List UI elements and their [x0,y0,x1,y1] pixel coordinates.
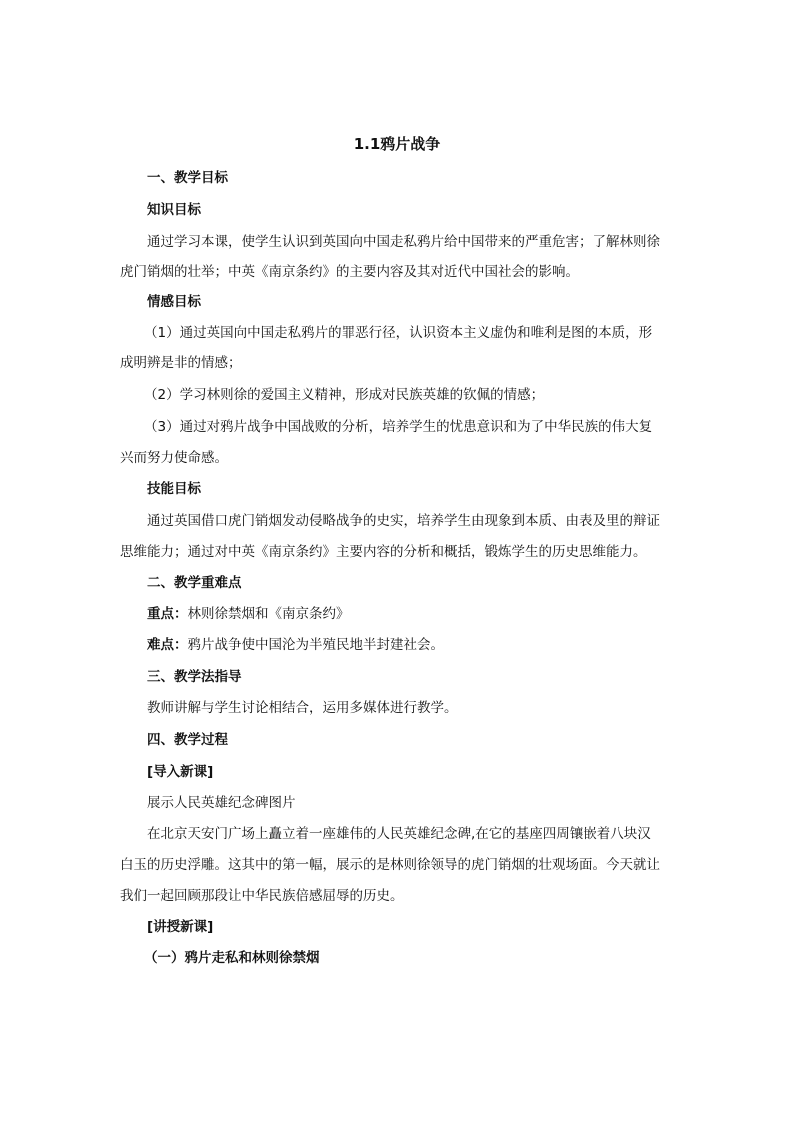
heading-teaching-goals: 一、教学目标 [147,170,228,186]
difficulty-point-text: 鸦片战争使中国沦为半殖民地半封建社会。 [187,637,444,653]
emotion-item-1-line-2: 成明辨是非的情感； [120,355,242,371]
difficulty-point-line [147,635,444,655]
intro-line: 展示人民英雄纪念碑图片 [147,795,296,811]
difficulty-point-label: 难点： [147,637,188,653]
method-text: 教师讲解与学生讨论相结合，运用多媒体进行教学。 [147,700,458,716]
emotion-item-1-line-1: （1）通过英国向中国走私鸦片的罪恶行径，认识资本主义虚伪和唯利是图的本质，形 [144,325,653,341]
skill-text-line-1: 通过英国借口虎门销烟发动侵略战争的史实，培养学生由现象到本质、由表及里的辩证 [147,513,660,529]
heading-teaching-method: 三、教学法指导 [147,669,242,685]
skill-text-line-2: 思维能力；通过对中英《南京条约》主要内容的分析和概括，锻炼学生的历史思维能力。 [120,544,647,560]
intro-paragraph-line-1: 在北京天安门广场上矗立着一座雄伟的人民英雄纪念碑,在它的基座四周镶嵌着八块汉 [147,826,651,842]
heading-new-lesson: [讲授新课] [147,919,214,935]
heading-key-difficulty: 二、教学重难点 [147,575,242,591]
heading-knowledge-goals: 知识目标 [147,202,201,218]
intro-paragraph-line-2: 白玉的历史浮雕。这其中的第一幅，展示的是林则徐领导的虎门销烟的壮观场面。今天就让 [120,857,660,873]
knowledge-text-line-2: 虎门销烟的壮举；中英《南京条约》的主要内容及其对近代中国社会的影响。 [120,264,579,280]
emotion-item-3-line-1: （3）通过对鸦片战争中国战败的分析，培养学生的忧患意识和为了中华民族的伟大复 [144,419,653,435]
key-point-text: 林则徐禁烟和《南京条约》 [187,606,350,622]
heading-intro: [导入新课] [147,764,214,780]
emotion-item-3-line-2: 兴而努力使命感。 [120,450,228,466]
knowledge-text-line-1: 通过学习本课，使学生认识到英国向中国走私鸦片给中国带来的严重危害；了解林则徐 [147,234,660,250]
emotion-item-2: （2）学习林则徐的爱国主义精神，形成对民族英雄的钦佩的情感； [144,387,545,403]
heading-emotion-goals: 情感目标 [147,294,201,310]
heading-part-1: （一）鸦片走私和林则徐禁烟 [144,950,320,966]
intro-paragraph-line-3: 我们一起回顾那段让中华民族倍感屈辱的历史。 [120,888,404,904]
heading-skill-goals: 技能目标 [147,481,201,497]
key-point-line [147,604,350,624]
page-title: 1.1鸦片战争 [353,135,441,153]
key-point-label: 重点： [147,606,188,622]
heading-teaching-process: 四、教学过程 [147,732,228,748]
